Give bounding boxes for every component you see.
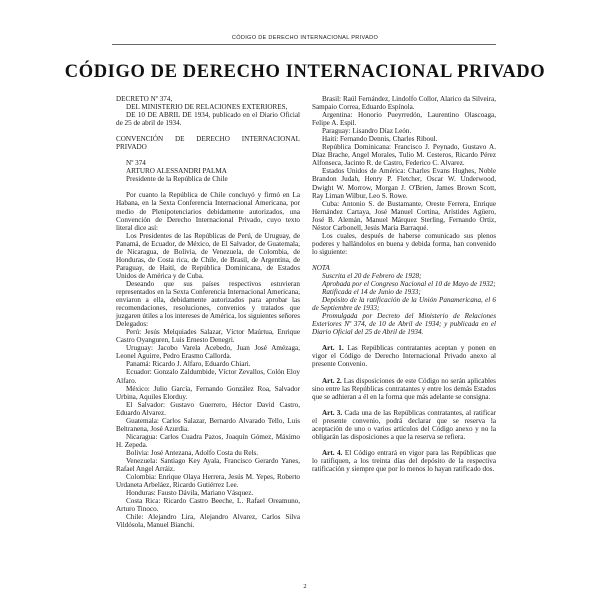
delegate-entry: El Salvador: Gustavo Guerrero, Héctor David Castro, Eduardo Alvarez. xyxy=(116,400,300,417)
article-label: Art. 4. xyxy=(322,448,343,457)
article-2 xyxy=(312,377,496,401)
paragraph: Los Presidentes de las Repúblicas de Perú, de Uruguay, de Panamá, de Ecuador, de México, de El Salvador, de Guatemala, de Nicaragua, de Bolivia, de Venezuela, de Colombia, de Honduras, de Costa rica, de Chile, de Brasil, de Argentina, de Paraguay, de Haití, de República Dominicana, de Estados Unidos de América y de Cuba. xyxy=(116,231,300,280)
delegate-entry: Nicaragua: Carlos Cuadra Pazos, Joaquín Gómez, Máximo H. Zepeda. xyxy=(116,432,300,449)
delegate-entry: Honduras: Fausto Dávila, Mariano Vásquez. xyxy=(126,489,254,498)
note-heading: NOTA xyxy=(312,263,330,272)
convention-heading: CONVENCIÓN DE DERECHO INTERNACIONAL PRIVADO xyxy=(116,135,300,152)
delegate-entry: Brasil: Raúl Fernández, Lindolfo Collor, Alarico da Silveira, Sampaio Correa, Eduardo Espínola. xyxy=(312,95,496,112)
delegate-entry: México: Julio García, Fernando González Roa, Salvador Urbina, Aquiles Elorduy. xyxy=(116,384,300,401)
article-4 xyxy=(312,449,496,473)
right-column xyxy=(312,95,496,473)
delegate-entry: República Dominicana: Francisco J. Peynado, Gustavo A. Díaz Brache, Angel Morales, Tulio M. Cesteros, Ricardo Pérez Alfonseca, Jacinto R. de Castro, Federico C. Alvarez. xyxy=(312,143,496,168)
delegate-entry: Costa Rica: Ricardo Castro Beeche, L. Rafael Oreamuno, Arturo Tinoco. xyxy=(116,497,300,514)
delegate-entry: Cuba: Antonio S. de Bustamante, Oreste Ferrera, Enrique Hernández Cartaya, José Manuel Cortina, Arístides Agüero, José B. Alemán, Manuel Márquez Sterling, Fernando Ortiz, Néstor Carbonell, Jesús María Barraqué. xyxy=(312,199,496,232)
article-1 xyxy=(312,344,496,368)
decree-line: DE 10 DE ABRIL DE 1934, publicado en el Diario Oficial de 25 de abril de 1934. xyxy=(116,111,300,128)
running-header: CÓDIGO DE DERECHO INTERNACIONAL PRIVADO xyxy=(231,35,379,41)
article-text: Las disposiciones de este Código no serán aplicables sino entre las Repúblicas contratantes y entre los demás Estados que se adhieran a él en la forma que más adelante se consigna. xyxy=(312,376,496,401)
note-line: Depósito de la ratificación de la Unión Panamericana, el 6 de Septiembre de 1933; xyxy=(312,296,496,313)
article-3 xyxy=(312,409,496,441)
decree-line: DEL MINISTERIO DE RELACIONES EXTERIORES, xyxy=(126,103,288,112)
delegate-entry: Colombia: Enrique Olaya Herrera, Jesús M. Yepes, Roberto Urdaneta Arbeláez, Ricardo Gutiérrez Lee. xyxy=(116,473,300,490)
delegate-entry: Uruguay: Jacobo Varela Acebedo, Juan José Amézaga, Leonel Aguirre, Pedro Erasmo Callorda. xyxy=(116,344,300,361)
article-text: Las Repúblicas contratantes aceptan y ponen en vigor el Código de Derecho Internacional Privado anexo al presente Convenio. xyxy=(312,344,496,369)
delegate-entry: Panamá: Ricardo J. Alfaro, Eduardo Chiari. xyxy=(126,360,251,369)
closing-paragraph: Los cuales, después de haberse comunicado sus plenos poderes y hallándolos en buena y debida forma, han convenido lo siguiente: xyxy=(312,231,496,256)
president-title: Presidente de la República de Chile xyxy=(126,175,228,184)
delegate-entry: Ecuador: Gonzalo Zaldumbide, Víctor Zevallos, Colón Eloy Alfaro. xyxy=(116,368,300,385)
delegate-entry: Haití: Fernando Dennis, Charles Riboul. xyxy=(322,135,438,144)
delegate-entry: Bolivia: José Antezana, Adolfo Costa du Rels. xyxy=(126,448,259,457)
article-text: Cada una de las Repúblicas contratantes, al ratificar el presente convenio, podrá declarar que se reserva la aceptación de uno o varios artículos del Código anexo y no la obligarán las disposiciones a que la reserva se refiera. xyxy=(312,408,496,441)
article-label: Art. 1. xyxy=(322,344,344,353)
paragraph: Deseando que sus países respectivos estuvieran representados en la Sexta Conferencia Internacional Americana, enviaron a ella, debidamente autorizados para aprobar las recomendaciones, resoluciones, convenios y tratados que juzgaren útiles a los intereses de América, los siguientes señores Delegados: xyxy=(116,279,300,329)
delegate-entry: Perú: Jesús Melquiades Salazar, Víctor Maúrtua, Enrique Castro Oyanguren, Luis Ernesto Denegri. xyxy=(116,328,300,345)
delegate-entry: Venezuela: Santiago Key Ayala, Francisco Gerardo Yanes, Rafael Angel Arráiz. xyxy=(116,456,300,474)
delegate-entry: Chile: Alejandro Lira, Alejandro Alvarez, Carlos Silva Vildósola, Manuel Bianchi. xyxy=(116,513,300,530)
delegate-entry: Estados Unidos de América: Charles Evans Hughes, Noble Brandon Judah, Henry P. Fletcher, Oscar W. Underwood, Dwight W. Morrow, Morgan J. O'Brien, James Brown Scott, Ray Liman Wilbur, Leo S. Rowe. xyxy=(312,167,496,200)
note-line: Promulgada por Decreto del Ministerio de Relaciones Exteriores Nº 374, de 10 de Abril de 1934; y publicada en el Diario Oficial del 25 de Abril de 1934. xyxy=(312,312,496,337)
page-number: 2 xyxy=(303,583,307,590)
page-title: CÓDIGO DE DERECHO INTERNACIONAL PRIVADO xyxy=(64,62,546,82)
note-line: Suscrita el 20 de Febrero de 1928; xyxy=(322,271,422,280)
decree-line: DECRETO Nº 374, xyxy=(116,95,173,103)
note-line: Ratificada el 14 de Junio de 1933; xyxy=(322,288,421,297)
article-label: Art. 3. xyxy=(322,408,343,417)
article-text: El Código entrará en vigor para las Repúblicas que lo ratifiquen, a los treinta días del depósito de la respectiva ratificación y siempre que por lo menos lo hayan ratificado dos. xyxy=(312,448,496,473)
delegate-entry: Argentina: Honorio Pueyrredón, Laurentino Olascoaga, Felipe A. Espil. xyxy=(312,111,496,128)
paragraph: Por cuanto la República de Chile concluyó y firmó en La Habana, en la Sexta Conferencia Internacional Americana, por medio de Plenipotenciarios debidamente autorizados, una Convención de Derecho Internacional Privado, cuyo texto literal dice así: xyxy=(116,191,300,232)
note-line: Aprobada por el Congreso Nacional el 10 de Mayo de 1932; xyxy=(322,280,496,289)
left-column xyxy=(116,95,300,529)
article-label: Art. 2. xyxy=(322,376,342,385)
decree-number: Nº 374 xyxy=(126,159,146,168)
delegate-entry: Guatemala: Carlos Salazar, Bernardo Alvarado Tello, Luis Beltranena, José Azurdia. xyxy=(116,416,300,433)
president-name: ARTURO ALESSANDRI PALMA xyxy=(126,167,227,176)
header-rule xyxy=(112,44,496,45)
delegate-entry: Paraguay: Lisandro Díaz León. xyxy=(322,127,412,136)
